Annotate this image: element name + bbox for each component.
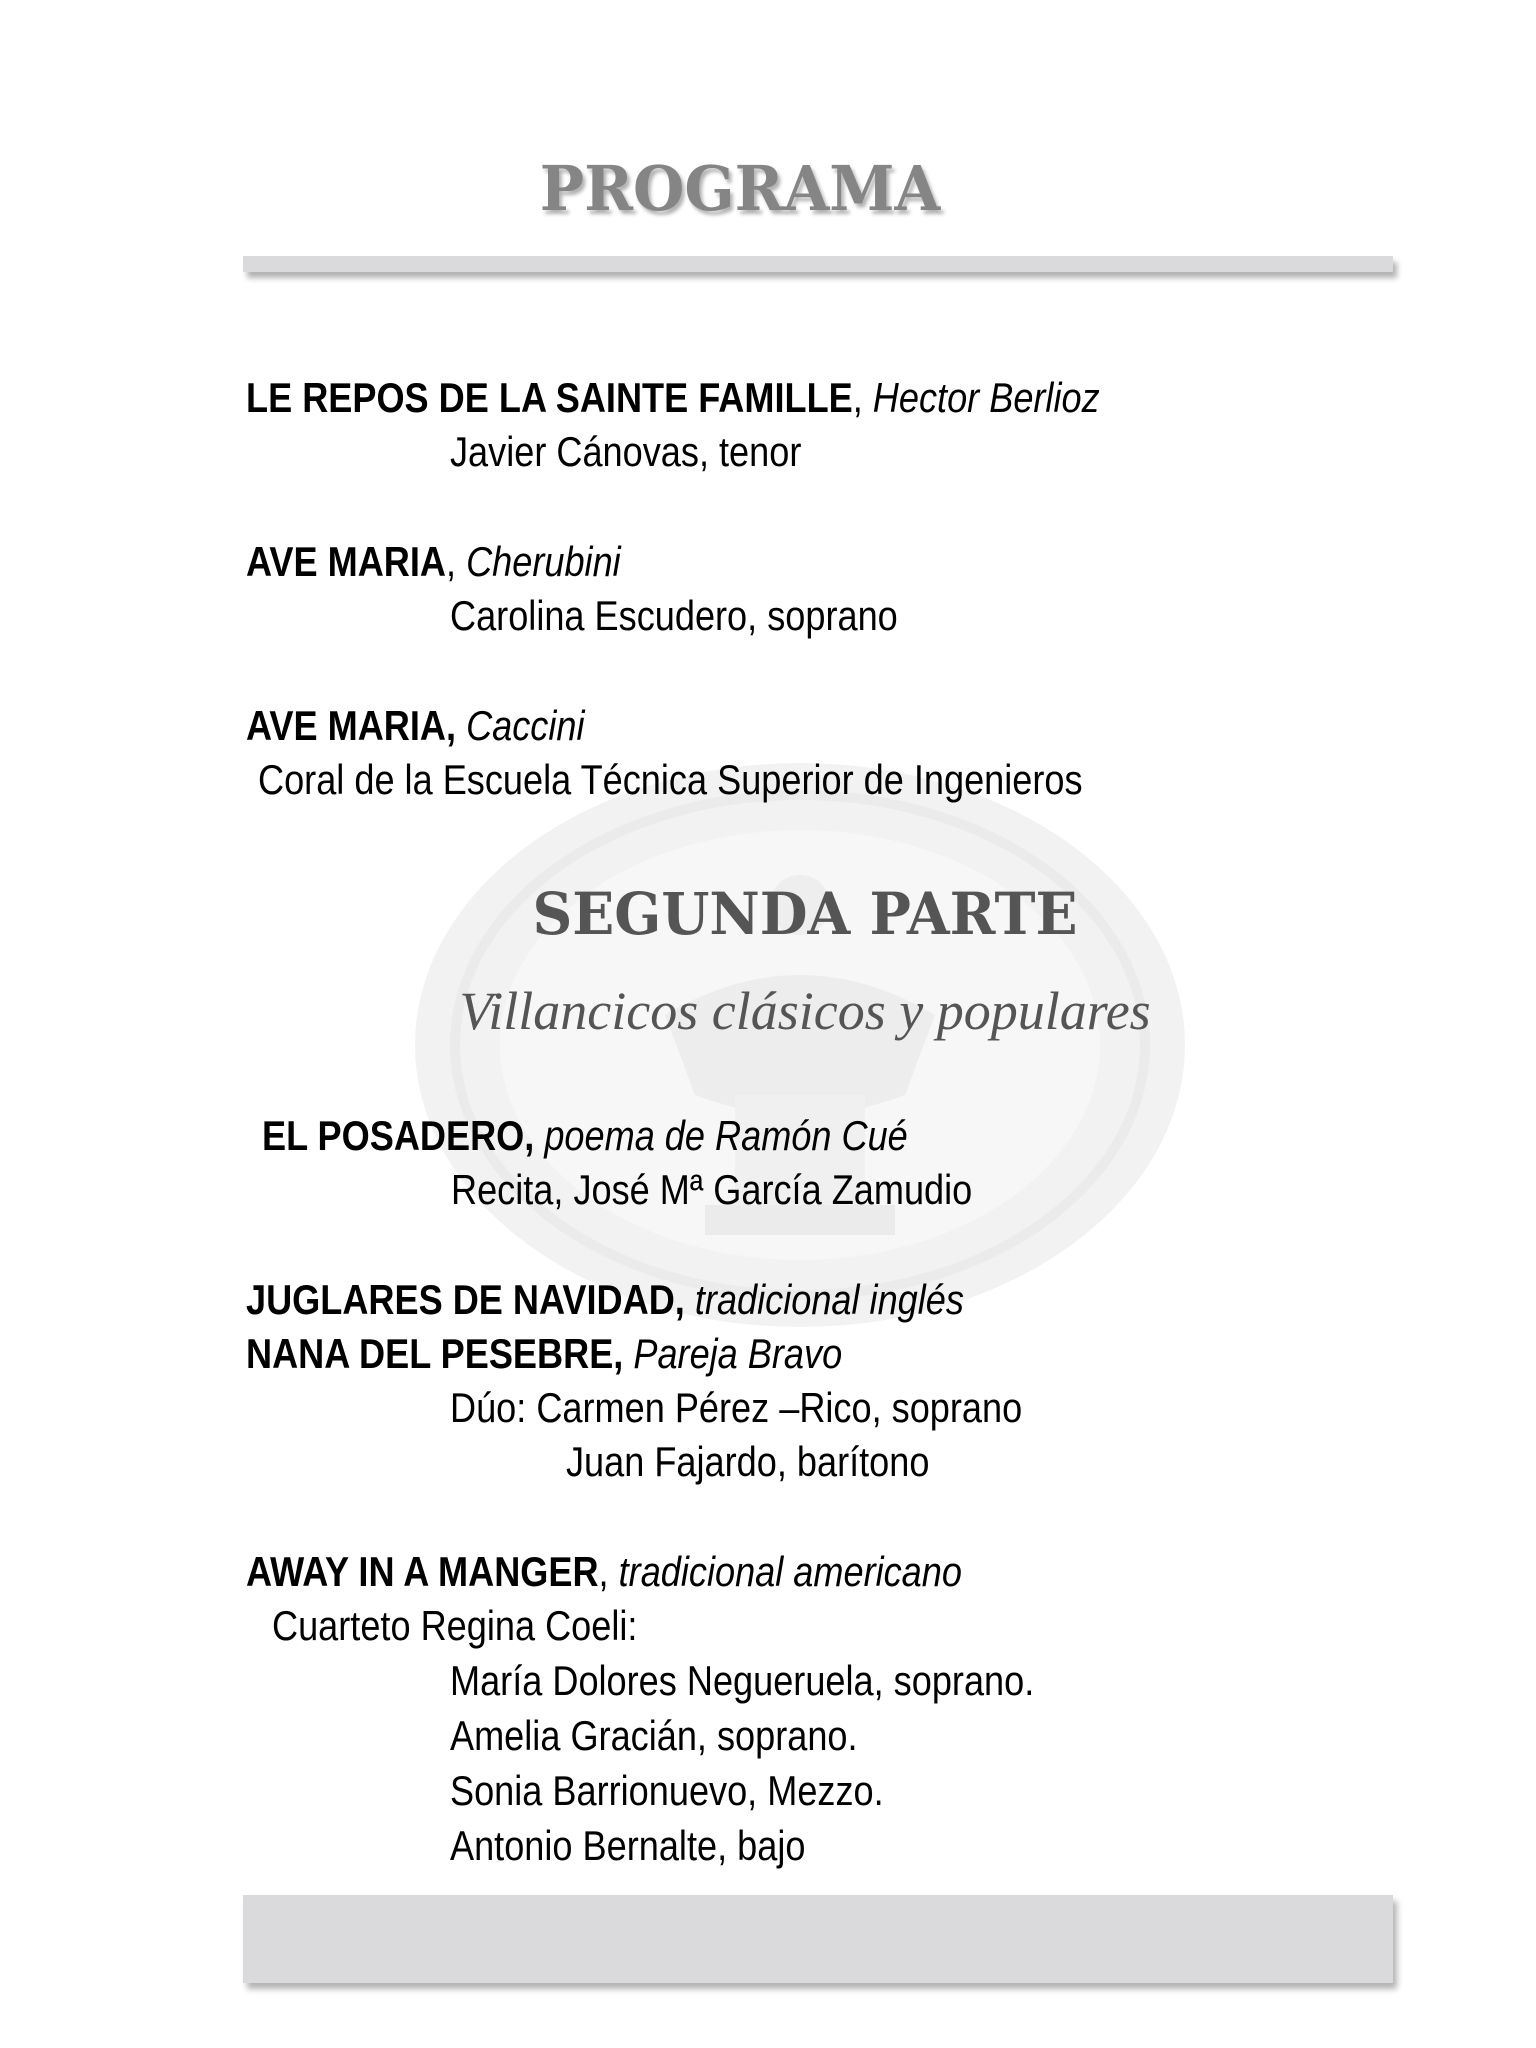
separator: [623, 1330, 633, 1377]
work-title: AVE MARIA: [246, 538, 447, 585]
footer-bar: [243, 1895, 1393, 1983]
program-item-title: [246, 537, 621, 587]
performer: Javier Cánovas, tenor: [450, 428, 802, 475]
program-item-title: [246, 373, 1100, 423]
separator: ,: [852, 374, 873, 421]
program-item-title: [246, 701, 585, 751]
performer: Juan Fajardo, barítono: [566, 1438, 930, 1485]
composer: Caccini: [466, 702, 585, 749]
composer: Cherubini: [466, 538, 621, 585]
work-title: JUGLARES DE NAVIDAD,: [246, 1276, 685, 1323]
performer: Coral de la Escuela Técnica Superior de Ingenieros: [258, 756, 1083, 803]
composer: poema de Ramón Cué: [544, 1112, 908, 1159]
program-item-title: [246, 1275, 964, 1325]
separator: ,: [598, 1548, 619, 1595]
group-name: Cuarteto Regina Coeli:: [272, 1602, 638, 1649]
work-title: AVE MARIA,: [246, 702, 457, 749]
performer: María Dolores Negueruela, soprano.: [450, 1657, 1035, 1704]
performer: Sonia Barrionuevo, Mezzo.: [450, 1767, 884, 1814]
composer: Hector Berlioz: [872, 374, 1100, 421]
performer: Dúo: Carmen Pérez –Rico, soprano: [450, 1384, 1023, 1431]
separator: [456, 702, 466, 749]
performer: Antonio Bernalte, bajo: [450, 1822, 806, 1869]
separator: ,: [446, 538, 467, 585]
work-title: LE REPOS DE LA SAINTE FAMILLE: [246, 374, 853, 421]
program-item-title: [246, 1547, 962, 1597]
program-item-title: [262, 1111, 908, 1161]
section-title: SEGUNDA PARTE: [532, 880, 1078, 948]
work-title: AWAY IN A MANGER: [246, 1548, 599, 1595]
performer: Amelia Gracián, soprano.: [450, 1712, 858, 1759]
separator: [534, 1112, 544, 1159]
performer: Carolina Escudero, soprano: [450, 592, 898, 639]
title-divider-bar: [243, 256, 1393, 272]
composer: tradicional americano: [618, 1548, 962, 1595]
page-title: PROGRAMA: [539, 152, 941, 225]
program-item-title: [246, 1329, 842, 1379]
composer: tradicional inglés: [694, 1276, 964, 1323]
composer: Pareja Bravo: [633, 1330, 843, 1377]
section-subtitle: Villancicos clásicos y populares: [459, 981, 1151, 1041]
work-title: EL POSADERO,: [262, 1112, 535, 1159]
performer: Recita, José Mª García Zamudio: [451, 1166, 973, 1213]
separator: [685, 1276, 695, 1323]
work-title: NANA DEL PESEBRE,: [246, 1330, 624, 1377]
seal-watermark-icon: [405, 755, 1195, 1335]
